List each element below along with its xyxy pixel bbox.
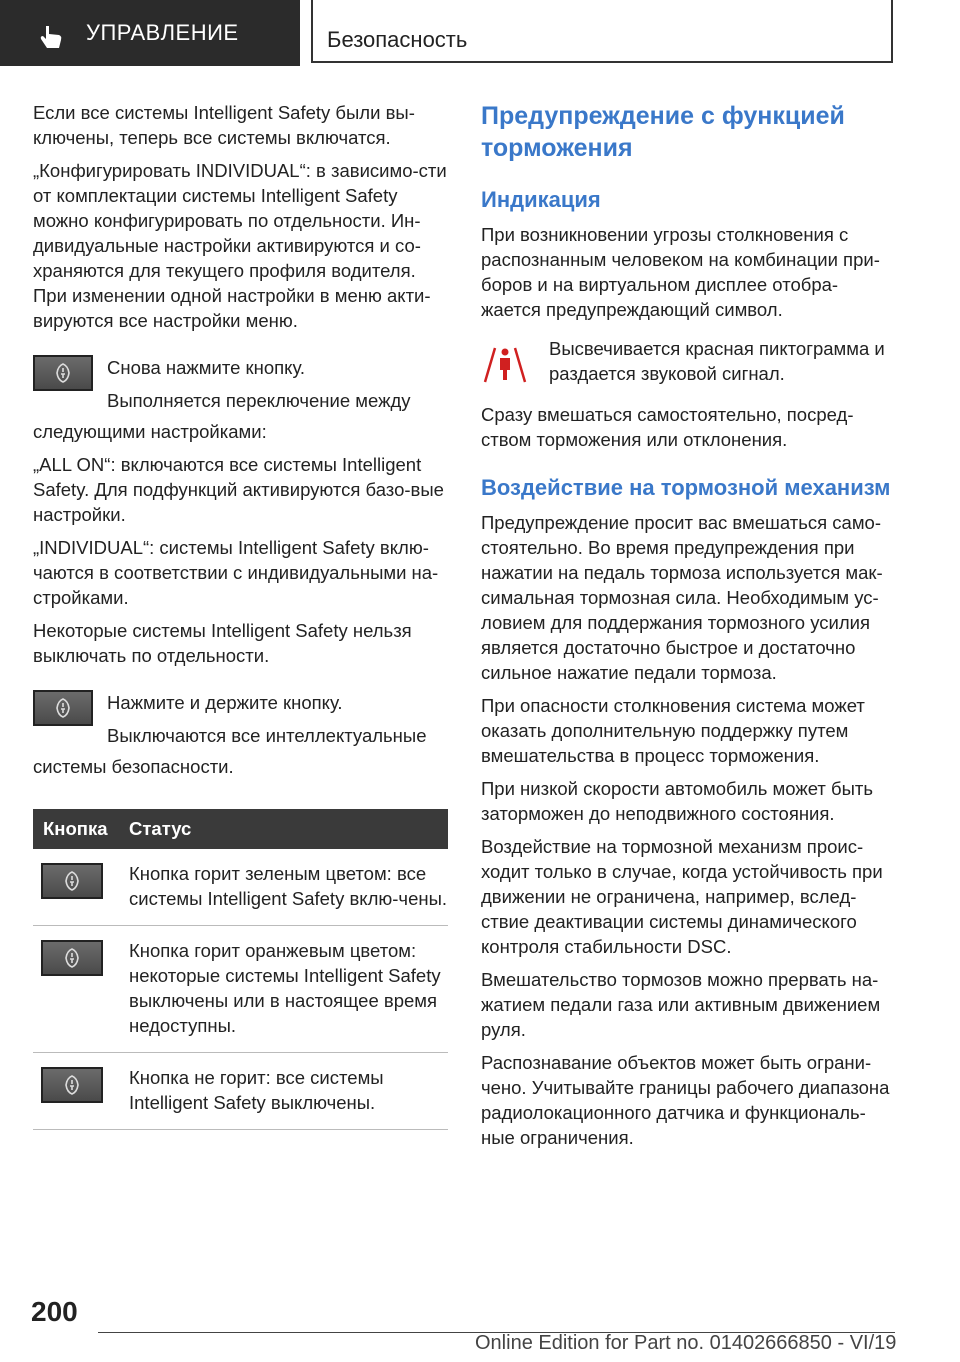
instruction-text: Выключаются все интеллектуальные [107,725,427,746]
page-number: 200 [31,1296,78,1327]
safety-button-icon [63,871,81,891]
instruction-step: Снова нажмите кнопку. [107,357,305,378]
button-instruction [33,690,448,748]
intelligent-safety-button-image [33,690,93,726]
paragraph: Если все системы Intelligent Safety были вы-ключены, теперь все системы включатся. [33,102,415,148]
right-column [481,100,896,1158]
safety-button-icon [54,698,72,718]
paragraph: следующими настройками: [33,421,267,442]
chapter-header [0,0,300,66]
paragraph: При низкой скорости автомобиль может быть заторможен до неподвижного состояния. [481,778,874,824]
chapter-title: УПРАВЛЕНИЕ [86,20,239,45]
edition-note: Online Edition for Part no. 01402666850 - VI/19 [475,1332,897,1354]
paragraph: При опасности столкновения система может оказать дополнительную поддержку путем вмешательства в процесс торможения. [481,695,865,766]
paragraph: При возникновении угрозы столкновения с распознанным человеком на комбинации при-боров и на виртуальном дисплее отобра-жается предупреждающий символ. [481,224,880,320]
button-off-image [41,1067,103,1103]
subsection-heading: Воздействие на тормозной механизм [481,475,891,500]
safety-button-icon [54,363,72,383]
paragraph: „Конфигурировать INDIVIDUAL“: в зависимо-сти от комплектации системы Intelligent Safety можно конфигурировать по отдельности. Ин-дивидуальные настройки активируются и со-храняются для текущего профиля водителя. При изменении одной настройки в меню акти-вируются все настройки меню. [33,160,447,331]
paragraph: Предупреждение просит вас вмешаться само-стоятельно. Во время предупреждения при нажатии на педаль тормоза используется мак-симальная тормозная сила. Необходимым ус-ловием для поддержания тормозного усилия является достаточно быстрое и достаточно сильное нажатие педали тормоза. [481,512,883,683]
status-cell: Кнопка горит зеленым цветом: все системы Intelligent Safety вклю-чены. [129,849,448,926]
table-row [33,926,448,1053]
table-header-row [33,809,448,849]
safety-button-icon [63,1075,81,1095]
button-instruction [33,355,448,413]
table-row [33,849,448,926]
status-cell: Кнопка не горит: все системы Intelligent Safety выключены. [129,1053,448,1130]
subsection-heading: Индикация [481,187,601,212]
pedestrian-warning-icon [481,344,529,384]
button-orange-image [41,940,103,976]
section-heading: Предупреждение с функцией торможения [481,102,845,162]
paragraph: Некоторые системы Intelligent Safety нельзя выключать по отдельности. [33,620,412,666]
paragraph: Сразу вмешаться самостоятельно, посред-ством торможения или отклонения. [481,404,854,450]
column-header-status: Статус [129,809,448,849]
instruction-text: Выполняется переключение между [107,390,411,411]
paragraph: „ALL ON“: включаются все системы Intelligent Safety. Для подфункций активируются базо-вые настройки. [33,454,444,525]
instruction-step: Нажмите и держите кнопку. [107,692,343,713]
intelligent-safety-button-image [33,355,93,391]
button-status-table [33,809,448,1130]
paragraph: Воздействие на тормозной механизм проис-ходит только в случае, когда устойчивость при движении не ограничена, например, вслед-ствие деактивации системы динамического контроля стабильности DSC. [481,836,883,957]
warning-text: Высвечивается красная пиктограмма и раздается звуковой сигнал. [549,338,885,384]
paragraph: системы безопасности. [33,756,234,777]
table-row [33,1053,448,1130]
section-title: Безопасность [327,27,468,52]
left-column [33,100,448,1130]
hand-pointer-icon [38,24,64,50]
paragraph: Вмешательство тормозов можно прервать на-жатием педали газа или активным движением руля. [481,969,881,1040]
status-cell: Кнопка горит оранжевым цветом: некоторые системы Intelligent Safety выключены или в настоящее время недоступны. [129,926,448,1053]
safety-button-icon [63,948,81,968]
column-header-button: Кнопка [33,809,129,849]
paragraph: „INDIVIDUAL“: системы Intelligent Safety вклю-чаются в соответствии с индивидуальными на-стройками. [33,537,439,608]
warning-indicator-row [481,336,896,386]
button-green-image [41,863,103,899]
paragraph: Распознавание объектов может быть ограни-чено. Учитывайте границы рабочего диапазона радиолокационного датчика и функциональ-ные ограничения. [481,1052,890,1148]
